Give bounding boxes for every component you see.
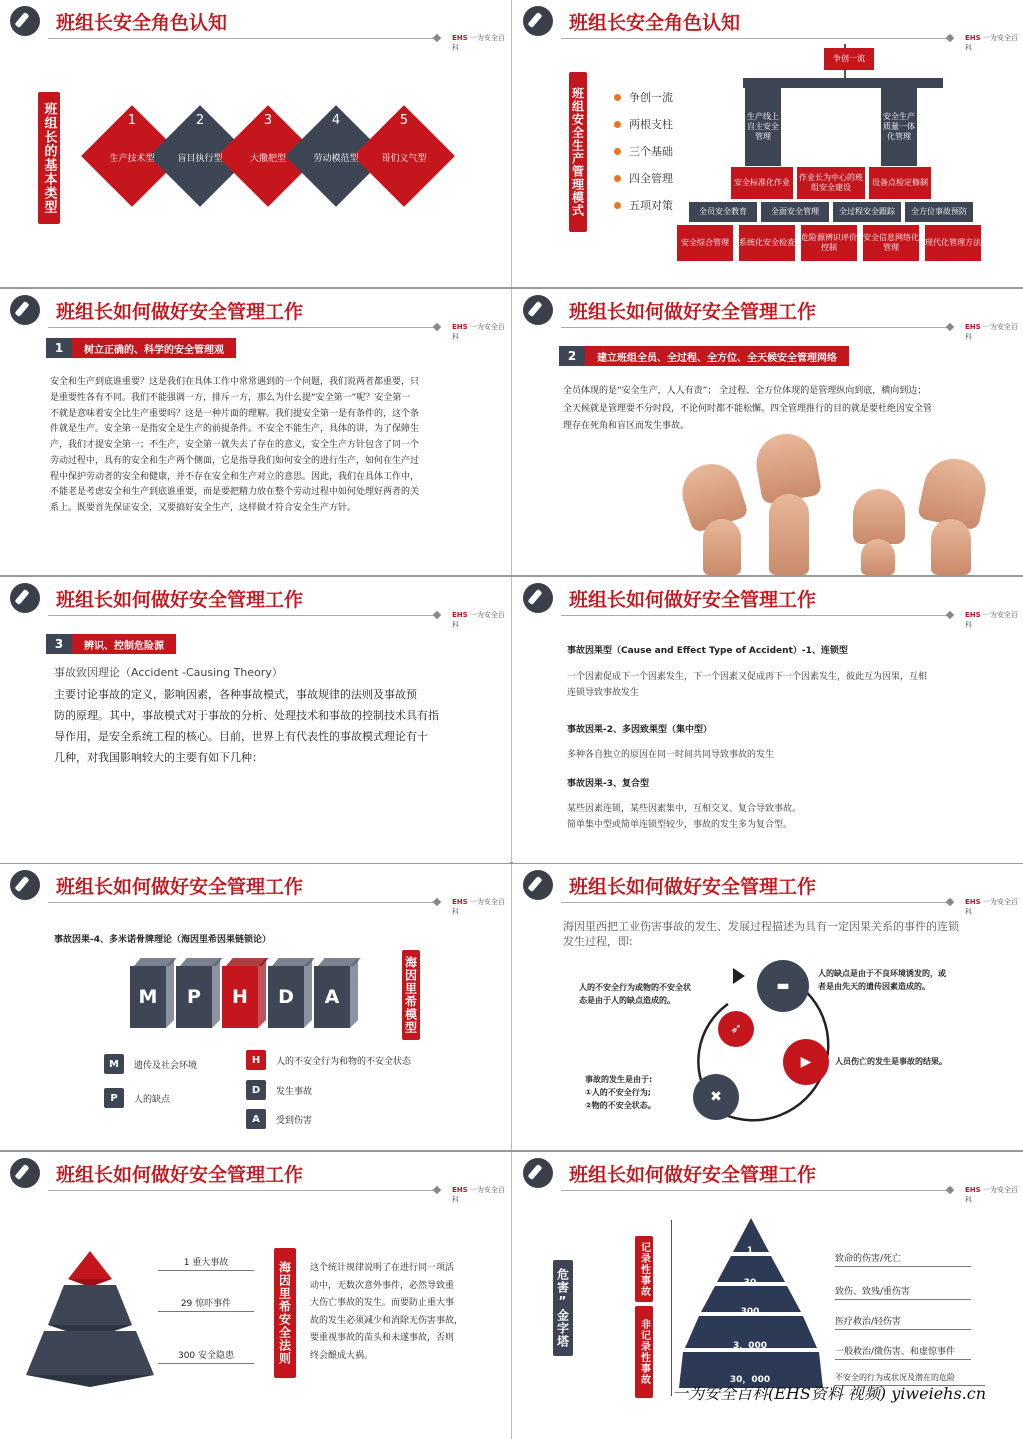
pen-logo-icon [10, 1158, 40, 1188]
brand-label: EHS 一为安全百科 [965, 1186, 1018, 1204]
type-label: 哥们义气型 [381, 154, 427, 164]
slide-title: 班组长安全角色认知 [56, 12, 228, 34]
pen-logo-icon [523, 583, 553, 613]
slide-4[interactable] [513, 289, 1023, 575]
drive-icon: ▬ [757, 960, 809, 1012]
tier-label: 致伤、致残/重伤害 [835, 1284, 971, 1300]
base-box: 安全标准化作业 [731, 167, 793, 199]
four-box: 全方位事故预防 [905, 202, 973, 222]
vertical-title: 海因里希模型 [402, 950, 420, 1040]
type-label: 生产技术型 [109, 154, 155, 164]
pen-logo-icon [523, 295, 553, 325]
tier-count: 3，000 [732, 1341, 768, 1351]
section-heading: 事故因果-4、多米诺骨牌理论（海因里希因果链锁论） [54, 935, 271, 945]
five-box: 危险源辨识评价控制 [801, 225, 857, 261]
brand-label: EHS 一为安全百科 [965, 898, 1018, 916]
tier-count: 30，000 [729, 1375, 771, 1385]
brand-label: EHS 一为安全百科 [965, 611, 1018, 629]
title-rule [561, 327, 949, 328]
four-box: 全员安全教育 [689, 202, 757, 222]
video-icon: ▶ [783, 1039, 829, 1085]
type-number: 3 [263, 113, 273, 128]
slide-title: 班组长如何做好安全管理工作 [56, 301, 304, 323]
cube-m: M [130, 966, 166, 1028]
five-box: 现代化管理方法 [925, 225, 981, 261]
rocket-icon: ➶ [718, 1011, 754, 1047]
recordable-label: 记录性事故 [635, 1236, 653, 1302]
five-box: 系统化安全检查 [739, 225, 795, 261]
section-heading: 事故因果-3、复合型 [567, 779, 649, 789]
slide-1[interactable] [0, 0, 510, 286]
four-box: 全过程安全跟踪 [833, 202, 901, 222]
vertical-title: 班组长的基本类型 [38, 92, 60, 224]
section-tag: 1 树立正确的、科学的安全管理观 [46, 338, 236, 358]
brand-label: EHS 一为安全百科 [452, 34, 505, 52]
tier-count: 300 [740, 1307, 760, 1317]
intro-text: 海因里西把工业伤害事故的发生、发展过程描述为具有一定因果关系的事件的连锁 发生过程，即: [563, 920, 959, 949]
slide-6[interactable] [513, 577, 1023, 863]
slide-title: 班组长如何做好安全管理工作 [569, 1164, 817, 1186]
base-box: 设备点检定修制 [869, 167, 931, 199]
level-label: 1 重大事故 [158, 1255, 254, 1271]
wrench-icon: ✖ [693, 1074, 739, 1120]
legend-item: M 遗传及社会环境 [104, 1054, 197, 1074]
slide-title: 班组长如何做好安全管理工作 [569, 301, 817, 323]
paragraph: 安全和生产到底谁重要？这是我们在具体工作中常常遇到的一个问题，我们说两者都重要，只 是重要性各有不同。我们不能强调一方，排斥一方，那么为什么提“安全第一”呢？安全第一 不就是意味着安全比生产重要吗？这是一种片面的理解。我们提安全第一是有条件的，这个条 件就是生产。安全第一是指安全是生产的前提条件。不安全不能生产，具体的讲，为了保障生 产，我们才提安全第一；不生产，安全第一就失去了存在的意义，安全生产方针包含了同一个 劳动过程中，具有的安全和生产两个侧面，它是指导我们如何安全的进行生产，如何在生产过 程中保护劳动者的安全和健康，并不存在安全和生产对立的意思。因此，我们在具体工作中， 不能老是考虑安全和生产到底谁重要，而是要把精力放在整个劳动过程中如何处理好两者的关 系上。既要首先保证安全，又要搞好安全生产，这样做才符合安全生产方针。 [50, 377, 420, 513]
brand-label: EHS 一为安全百科 [452, 611, 505, 629]
tier-label: 不安全的行为或状况及潜在的危险 [835, 1372, 985, 1386]
level-label: 300 安全隐患 [158, 1348, 254, 1364]
footer-watermark: 一为安全百科(EHS资料 视频) yiweiehs.cn [672, 1384, 987, 1403]
vertical-title: 班组安全生产管理模式 [569, 72, 587, 232]
bullet-item: 两根支柱 [614, 116, 673, 132]
pen-logo-icon [523, 6, 553, 36]
slide-3[interactable] [0, 289, 510, 575]
title-rule [561, 38, 949, 39]
bullet-item: 三个基础 [614, 143, 673, 159]
slide-title: 班组长如何做好安全管理工作 [56, 1164, 304, 1186]
vertical-title: 海因里希安全法则 [274, 1248, 296, 1378]
type-label: 大撒把型 [249, 154, 286, 164]
nonrecordable-label: 非记录性事故 [635, 1306, 653, 1398]
section-text: 多种各自独立的原因在同一时间共同导致事故的发生 [567, 750, 775, 760]
brand-label: EHS 一为安全百科 [965, 34, 1018, 52]
type-number: 5 [399, 113, 409, 128]
cube-p: P [176, 966, 212, 1028]
title-rule [48, 1190, 436, 1191]
slide-2[interactable] [513, 0, 1023, 286]
paragraph: 主要讨论事故的定义，影响因素，各种事故模式，事故规律的法则及事故预 防的原理。其中，事故模式对于事故的分析、处理技术和事故的控制技术具有指 导作用，是安全系统工程的核心。目前，世界上有代表性的事故模式理论有十 几种，对我国影响较大的主要有如下几种： [54, 688, 439, 764]
slide-title: 班组长如何做好安全管理工作 [56, 876, 304, 898]
title-rule [561, 615, 949, 616]
cause-text: 人的缺点是由于不良环境诱发的，或 者是由先天的遗传因素造成的。 [818, 969, 946, 991]
tier-label: 一般救治/微伤害、和虚惊事件 [835, 1344, 971, 1360]
paragraph: 这个统计规律说明了在进行同一项活 动中，无数次意外事件，必然导致重 大伤亡事故的发生。而要防止重大事 故的发生必须减少和消除无伤害事故， 要重视事故的苗头和未遂事故，否则 终会酿成大祸。 [310, 1263, 464, 1361]
base-box: 作业长为中心的班组安全建设 [797, 167, 865, 199]
legend-item: D 发生事故 [246, 1080, 312, 1100]
legend-item: A 受到伤害 [246, 1109, 312, 1129]
pen-logo-icon [10, 870, 40, 900]
brand-label: EHS 一为安全百科 [965, 323, 1018, 341]
level-label: 29 惊吓事件 [158, 1296, 254, 1312]
type-number: 4 [331, 113, 341, 128]
slide-title: 班组长如何做好安全管理工作 [56, 589, 304, 611]
section-heading: 事故因果型（Cause and Effect Type of Accident）-1、连锁型 [567, 646, 848, 656]
section-tag: 2 建立班组全员、全过程、全方位、全天候安全管理网络 [559, 346, 849, 366]
five-box: 安全综合管理 [677, 225, 733, 261]
title-rule [561, 1190, 949, 1191]
tier-label: 医疗救治/轻伤害 [835, 1314, 971, 1330]
vertical-title: 危害”金字塔 [553, 1260, 573, 1356]
tier-label: 致命的伤害/死亡 [835, 1251, 971, 1267]
pillar-right: 安全生产质量一体化管理 [881, 88, 917, 166]
cause-text: 人员伤亡的发生是事故的结果。 [835, 1057, 947, 1066]
tier-count: 30 [743, 1278, 757, 1288]
title-rule [48, 902, 436, 903]
slide-title: 班组长如何做好安全管理工作 [569, 876, 817, 898]
slide-9[interactable] [0, 1152, 510, 1438]
legend-item: H 人的不安全行为和物的不安全状态 [246, 1050, 411, 1070]
pen-logo-icon [10, 6, 40, 36]
four-box: 全面安全管理 [761, 202, 829, 222]
subtitle: 事故致因理论（Accident -Causing Theory） [54, 666, 283, 679]
type-label: 盲目执行型 [177, 154, 223, 164]
pen-logo-icon [10, 295, 40, 325]
brand-label: EHS 一为安全百科 [452, 898, 505, 916]
section-text: 一个因素促成下一个因素发生，下一个因素又促成再下一个因素发生，彼此互为因果，互相 连锁导致事故发生 [567, 672, 928, 699]
cause-text: 人的不安全行为或物的不安全状 态是由于人的缺点造成的。 [579, 983, 691, 1005]
section-heading: 事故因果-2、多因致果型（集中型） [567, 725, 712, 735]
pen-logo-icon [523, 870, 553, 900]
cause-text: 事故的发生是由于: ①人的不安全行为; ②物的不安全状态。 [585, 1075, 656, 1110]
slide-title: 班组长安全角色认知 [569, 12, 741, 34]
five-box: 安全信息网络化管理 [863, 225, 919, 261]
tier-count: 1 [746, 1246, 754, 1256]
title-rule [561, 902, 949, 903]
section-tag: 3 辨识、控制危险源 [46, 634, 176, 654]
type-number: 2 [195, 113, 205, 128]
pillar-left: 生产线上自主安全管理 [745, 88, 781, 166]
paragraph: 全员体现的是“安全生产，人人有责”； 全过程、全方位体现的是管理纵向到底，横向到边； 全天候就是管理要不分时段，不论何时都不能松懈。四全管理推行的目的就是要杜绝因安全管 理存在死角和盲区而发生事故。 [563, 386, 933, 432]
pen-logo-icon [523, 1158, 553, 1188]
bullet-item: 五项对策 [614, 197, 673, 213]
slide-divider-vertical [511, 0, 512, 1439]
title-rule [48, 615, 436, 616]
cube-h: H [222, 966, 258, 1028]
pyramid-3d [20, 1247, 160, 1387]
pen-logo-icon [10, 583, 40, 613]
title-rule [48, 327, 436, 328]
slide-title: 班组长如何做好安全管理工作 [569, 589, 817, 611]
bullet-item: 四全管理 [614, 170, 673, 186]
brand-label: EHS 一为安全百科 [452, 323, 505, 341]
flag-banner: 争创一流 [824, 48, 874, 70]
type-number: 1 [127, 113, 137, 128]
bracket-line [671, 1220, 672, 1396]
legend-item: P 人的缺点 [104, 1088, 170, 1108]
title-rule [48, 38, 436, 39]
type-label: 劳动模范型 [313, 154, 359, 164]
section-text: 某些因素连锁，某些因素集中，互相交叉、复合导致事故。 简单集中型或简单连锁型较少，事故的发生多为复合型。 [567, 804, 802, 831]
bullet-item: 争创一流 [614, 89, 673, 105]
slide-7[interactable] [0, 864, 510, 1150]
slide-8[interactable] [513, 864, 1023, 1150]
roof-beam [743, 78, 943, 88]
brand-label: EHS 一为安全百科 [452, 1186, 505, 1204]
cube-d: D [268, 966, 304, 1028]
cube-a: A [314, 966, 350, 1028]
slide-5[interactable] [0, 577, 510, 863]
